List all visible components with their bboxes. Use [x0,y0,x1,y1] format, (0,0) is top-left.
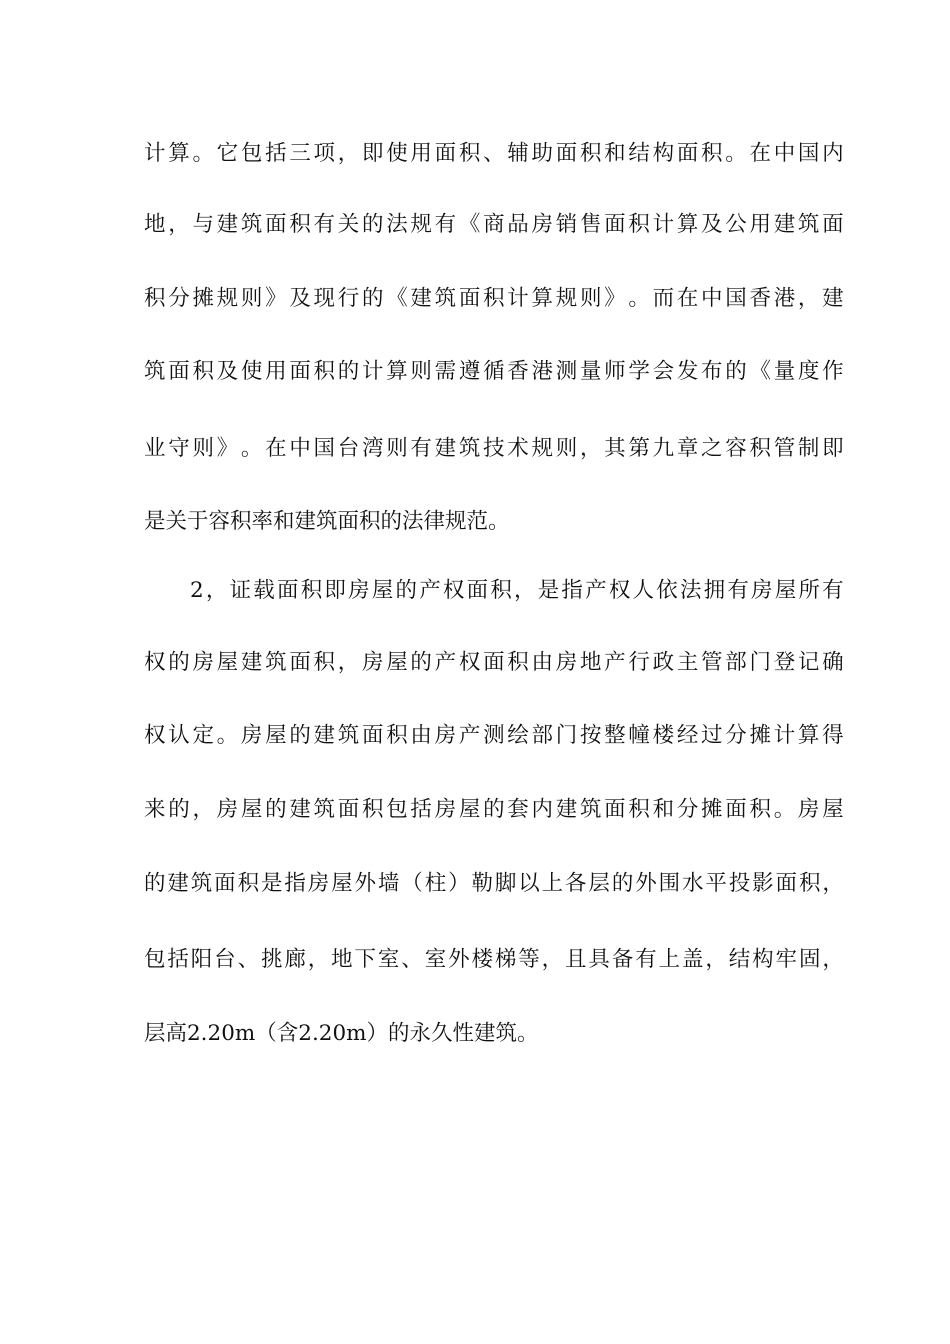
text-line: 层高2.20m（含2.20m）的永久性建筑。 [144,1021,539,1046]
text-line: 权 认 定 。 房 屋 的 建 筑 面 积 由 房 产 测 绘 部 门 按 整 幢 楼 经 过 分 摊 计 算 得 [144,723,844,748]
text-line: 计 算 。 它 包 括 三 项 ， 即 使 用 面 积 、 辅 助 面 积 和 结 构 面 积 。 在 中 国 内 [144,141,844,166]
text-line: 筑 面 积 及 使 用 面 积 的 计 算 则 需 遵 循 香 港 测 量 师 学 会 发 布 的 《 量 度 作 [144,359,844,384]
text-line: 权 的 房 屋 建 筑 面 积 ， 房 屋 的 产 权 面 积 由 房 地 产 行 政 主 管 部 门 登 记 确 [144,650,844,675]
text-line: 积 分 摊 规 则 》 及 现 行 的 《 建 筑 面 积 计 算 规 则 》 。 而 在 中 国 香 港 ， 建 [144,286,844,311]
text-line: 业 守 则 》 。 在 中 国 台 湾 则 有 建 筑 技 术 规 则 ， 其 第 九 章 之 容 积 管 制 即 [144,436,844,461]
text-line: 是关于容积率和建筑面积的法律规范。 [144,509,510,534]
text-line: 包 括 阳 台 、 挑 廊 ， 地 下 室 、 室 外 楼 梯 等 ， 且 具 备 有 上 盖 ， 结 构 牢 固 ， [144,947,844,972]
paragraph-first-line: 2 ， 证 载 面 积 即 房 屋 的 产 权 面 积 ， 是 指 产 权 人 依 法 拥 有 房 屋 所 有 [190,578,844,603]
text-line: 来 的 ， 房 屋 的 建 筑 面 积 包 括 房 屋 的 套 内 建 筑 面 积 和 分 摊 面 积 。 房 屋 [144,797,844,822]
text-line: 地 ， 与 建 筑 面 积 有 关 的 法 规 有 《 商 品 房 销 售 面 积 计 算 及 公 用 建 筑 面 [144,212,844,237]
text-line: 的 建 筑 面 积 是 指 房 屋 外 墙 （ 柱 ） 勒 脚 以 上 各 层 的 外 围 水 平 投 影 面 积 ， [144,871,844,896]
